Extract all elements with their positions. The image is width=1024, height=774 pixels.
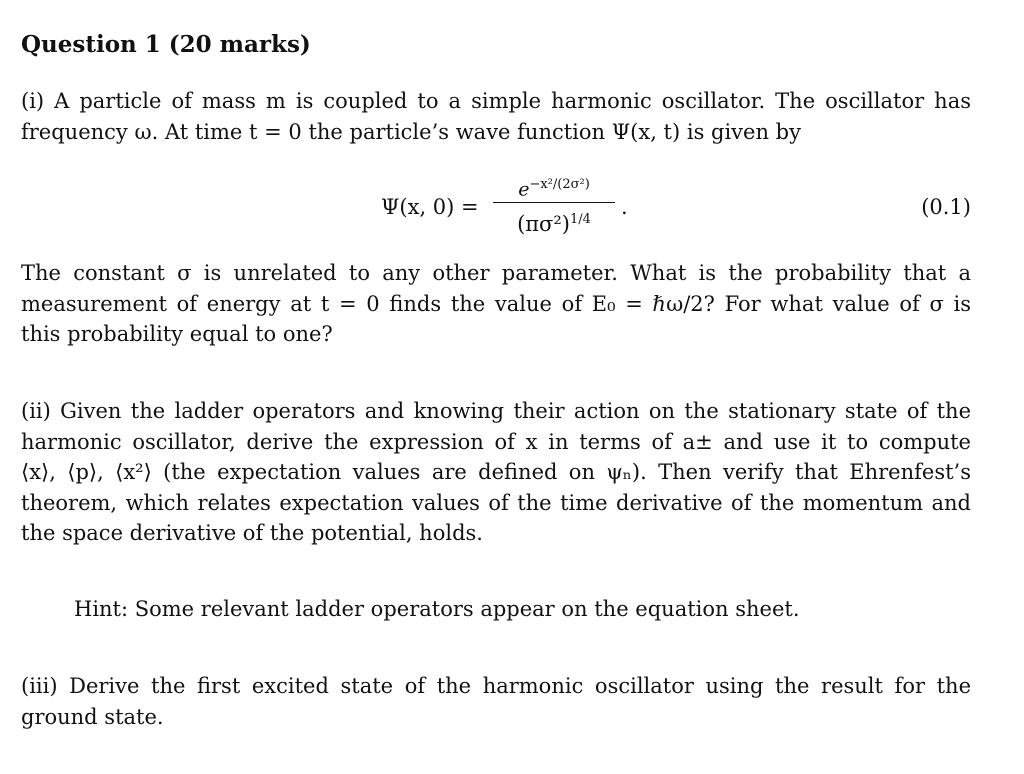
question-heading: Question 1 (20 marks) bbox=[21, 31, 311, 58]
part-i-line-1: (i) A particle of mass m is coupled to a simple harmonic oscillator. The oscillator has bbox=[21, 89, 971, 113]
part-ii bbox=[21, 396, 971, 549]
part-i-line-5: this probability equal to one? bbox=[21, 322, 333, 346]
part-iii-line-1: (iii) Derive the first excited state of the harmonic oscillator using the result for the bbox=[21, 674, 971, 698]
equation-denominator: $(\pi\sigma^2)^{1/4}$ bbox=[517, 212, 591, 236]
part-ii-line-5: the space derivative of the potential, holds. bbox=[21, 521, 483, 545]
part-i-line-2: frequency ω. At time t = 0 the particle’s wave function Ψ(x, t) is given by bbox=[21, 119, 801, 144]
part-ii-line-2: harmonic oscillator, derive the expression of x in terms of a± and use it to compute bbox=[21, 429, 971, 454]
part-i-question bbox=[21, 258, 971, 350]
equation-numerator: $e^{-x^2/(2\sigma^2)}$ bbox=[518, 177, 590, 201]
part-ii-line-4: theorem, which relates expectation values of the time derivative of the momentum and bbox=[21, 490, 971, 515]
equation-0-1 bbox=[21, 168, 971, 248]
part-iii-line-2: ground state. bbox=[21, 704, 164, 729]
part-ii-line-1: (ii) Given the ladder operators and knowing their action on the stationary state of the bbox=[21, 399, 971, 423]
part-ii-line-3: ⟨x⟩, ⟨p⟩, ⟨x²⟩ (the expectation values are defined on ψₙ). Then verify that Ehrenfest’s bbox=[21, 460, 971, 484]
part-i-line-4: measurement of energy at t = 0 finds the value of E₀ = ℏω/2? For what value of σ is bbox=[21, 291, 971, 316]
part-i-intro bbox=[21, 86, 971, 147]
equation-number: (0.1) bbox=[921, 195, 971, 219]
equation-lhs: Ψ(x, 0) = bbox=[381, 195, 479, 219]
part-iii bbox=[21, 671, 971, 732]
equation-fraction bbox=[491, 168, 617, 235]
part-i-line-3: The constant σ is unrelated to any other parameter. What is the probability that a bbox=[21, 261, 971, 285]
equation-period: . bbox=[621, 195, 628, 219]
hint-text: Hint: Some relevant ladder operators appear on the equation sheet. bbox=[74, 597, 800, 621]
